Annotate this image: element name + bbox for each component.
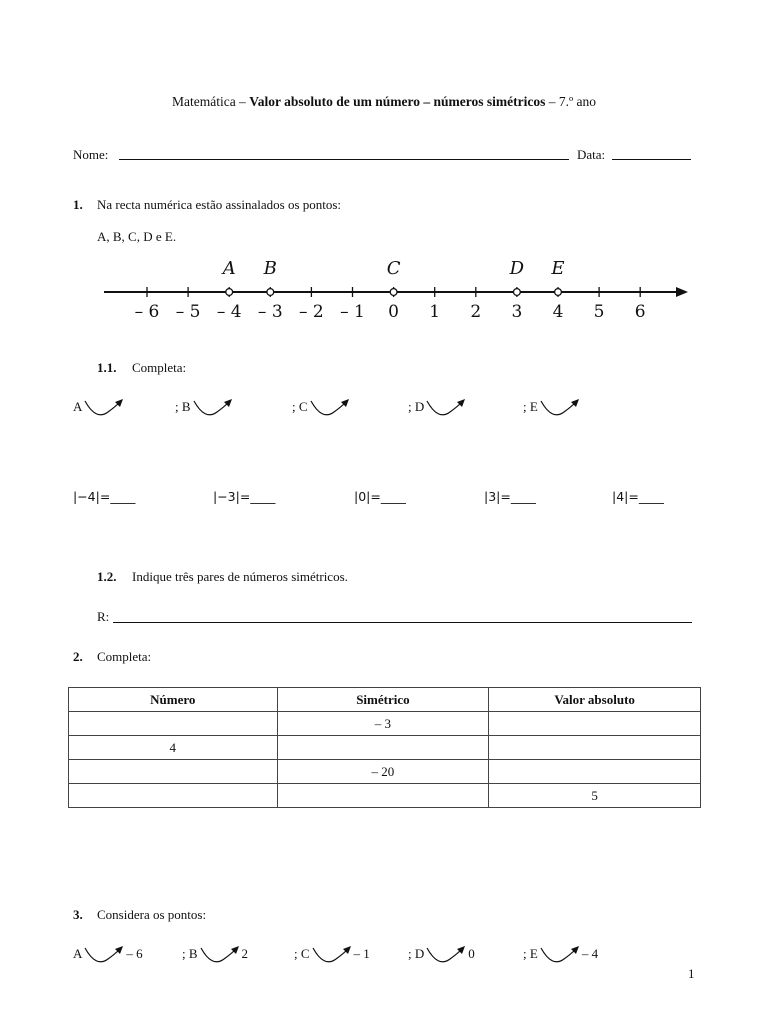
q3-item	[182, 946, 248, 970]
table-cell[interactable]	[489, 712, 701, 736]
table-header-row	[69, 688, 701, 712]
q3-item-label: ; C	[294, 946, 310, 961]
table-header-simetrico: Simétrico	[277, 688, 489, 712]
table-row	[69, 760, 701, 784]
date-field[interactable]	[612, 146, 691, 160]
q2-table	[68, 687, 701, 808]
number-line-arrow-icon	[676, 287, 688, 297]
number-line-tick-label: 3	[511, 302, 523, 322]
q1-1-text: Completa:	[132, 360, 187, 375]
page-number: 1	[688, 966, 695, 981]
number-line-point-label: C	[386, 258, 401, 279]
number-line-tick-label: – 1	[340, 302, 365, 322]
name-label: Nome:	[73, 147, 109, 162]
title-subject: Matemática –	[171, 94, 250, 109]
q1-1-item-label: ; D	[408, 399, 425, 414]
q1-1-number: 1.1.	[97, 360, 117, 375]
curved-arrow-svg	[538, 397, 582, 419]
curved-arrow-svg	[198, 944, 242, 966]
q1-points-text: A, B, C, D e E.	[97, 229, 177, 244]
q1-1-item	[408, 399, 468, 423]
number-line-point	[226, 289, 233, 296]
table-cell[interactable]	[277, 784, 489, 808]
curved-arrow-icon	[310, 944, 354, 970]
curved-arrow-svg	[308, 397, 352, 419]
number-line-tick-label: – 2	[299, 302, 324, 322]
q3-item-label: ; B	[182, 946, 198, 961]
q3-item-label: A	[73, 946, 83, 961]
curved-arrow-svg	[538, 944, 582, 966]
q3-item-label: ; D	[408, 946, 425, 961]
q1-2-answer-field[interactable]	[113, 609, 692, 623]
curved-arrow-icon	[82, 397, 126, 423]
q3-text: Considera os pontos:	[97, 907, 207, 922]
table-cell: 5	[489, 784, 701, 808]
q1-1-item	[523, 399, 582, 423]
table-cell[interactable]	[69, 760, 278, 784]
number-line-tick-label: 5	[593, 302, 605, 322]
q1-1-item-label: ; E	[523, 399, 538, 414]
q3-item	[73, 946, 143, 970]
title-grade: – 7.º ano	[545, 94, 597, 109]
table-row	[69, 784, 701, 808]
table-header-valor-absoluto: Valor absoluto	[489, 688, 701, 712]
curved-arrow-svg	[424, 397, 468, 419]
q1-1-item	[292, 399, 352, 423]
number-line-tick-label: – 4	[216, 302, 242, 322]
table-cell: 4	[69, 736, 278, 760]
number-line-point	[267, 289, 274, 296]
number-line-point	[390, 289, 397, 296]
q3-item-value: – 1	[353, 946, 370, 961]
q3-item	[523, 946, 598, 970]
abs-value-item[interactable]: |4|=____	[612, 489, 664, 504]
q1-text: Na recta numérica estão assinalados os pontos:	[97, 197, 342, 212]
table-cell[interactable]	[69, 784, 278, 808]
table-cell[interactable]	[69, 712, 278, 736]
abs-value-item[interactable]: |−4|=____	[73, 489, 136, 504]
q3-item-value: – 6	[126, 946, 143, 961]
curved-arrow-svg	[191, 397, 235, 419]
table-row	[69, 712, 701, 736]
q1-2-number: 1.2.	[97, 569, 117, 584]
table-cell: – 20	[277, 760, 489, 784]
q3-item-value: 2	[241, 946, 249, 961]
number-line-tick-label: 2	[470, 302, 482, 322]
q3-item-value: – 4	[581, 946, 599, 961]
q3-number: 3.	[73, 907, 83, 922]
curved-arrow-icon	[538, 944, 582, 970]
q3-item-value: 0	[468, 946, 475, 961]
curved-arrow-icon	[191, 397, 235, 423]
number-line-point-label: D	[509, 258, 525, 279]
table-cell[interactable]	[489, 736, 701, 760]
curved-arrow-icon	[424, 944, 468, 970]
number-line-point-label: E	[551, 258, 565, 279]
page-title	[0, 94, 768, 110]
table-row	[69, 736, 701, 760]
curved-arrow-icon	[308, 397, 352, 423]
number-line-tick-label: 4	[552, 302, 564, 322]
title-topic: Valor absoluto de um número – números simétricos	[249, 94, 546, 109]
curved-arrow-svg	[424, 944, 468, 966]
q3-item	[408, 946, 475, 970]
abs-value-item[interactable]: |−3|=____	[213, 489, 276, 504]
abs-value-item[interactable]: |3|=____	[484, 489, 536, 504]
q3-item	[294, 946, 370, 970]
table-cell: – 3	[277, 712, 489, 736]
curved-arrow-svg	[82, 397, 126, 419]
q1-number: 1.	[73, 197, 83, 212]
q1-2-answer-label: R:	[97, 609, 110, 624]
number-line-tick-label: 0	[388, 302, 400, 322]
curved-arrow-svg	[310, 944, 354, 966]
q1-1-item	[73, 399, 126, 423]
curved-arrow-icon	[538, 397, 582, 423]
number-line-tick-label: – 6	[134, 302, 160, 322]
q2-number: 2.	[73, 649, 83, 664]
q1-1-item	[175, 399, 235, 423]
q1-1-item-label: A	[73, 399, 83, 414]
q3-item-label: ; E	[523, 946, 538, 961]
table-cell[interactable]	[277, 736, 489, 760]
curved-arrow-icon	[198, 944, 242, 970]
abs-value-item[interactable]: |0|=____	[354, 489, 406, 504]
number-line-point-label: A	[222, 258, 236, 279]
number-line	[96, 252, 696, 324]
q2-text: Completa:	[97, 649, 152, 664]
q1-1-item-label: ; C	[292, 399, 308, 414]
number-line-tick-label: – 5	[175, 302, 201, 322]
number-line-tick-label: – 3	[257, 302, 283, 322]
number-line-tick-label: 6	[634, 302, 646, 322]
date-label: Data:	[577, 147, 606, 162]
curved-arrow-svg	[82, 944, 126, 966]
table-header-numero: Número	[69, 688, 278, 712]
q1-2-text: Indique três pares de números simétricos.	[132, 569, 348, 584]
number-line-tick-label: 1	[429, 302, 441, 322]
name-field[interactable]	[119, 146, 569, 160]
number-line-point	[514, 289, 521, 296]
q1-1-item-label: ; B	[175, 399, 191, 414]
curved-arrow-icon	[82, 944, 126, 970]
number-line-point	[555, 289, 562, 296]
number-line-point-label: B	[263, 258, 277, 279]
curved-arrow-icon	[424, 397, 468, 423]
table-cell[interactable]	[489, 760, 701, 784]
